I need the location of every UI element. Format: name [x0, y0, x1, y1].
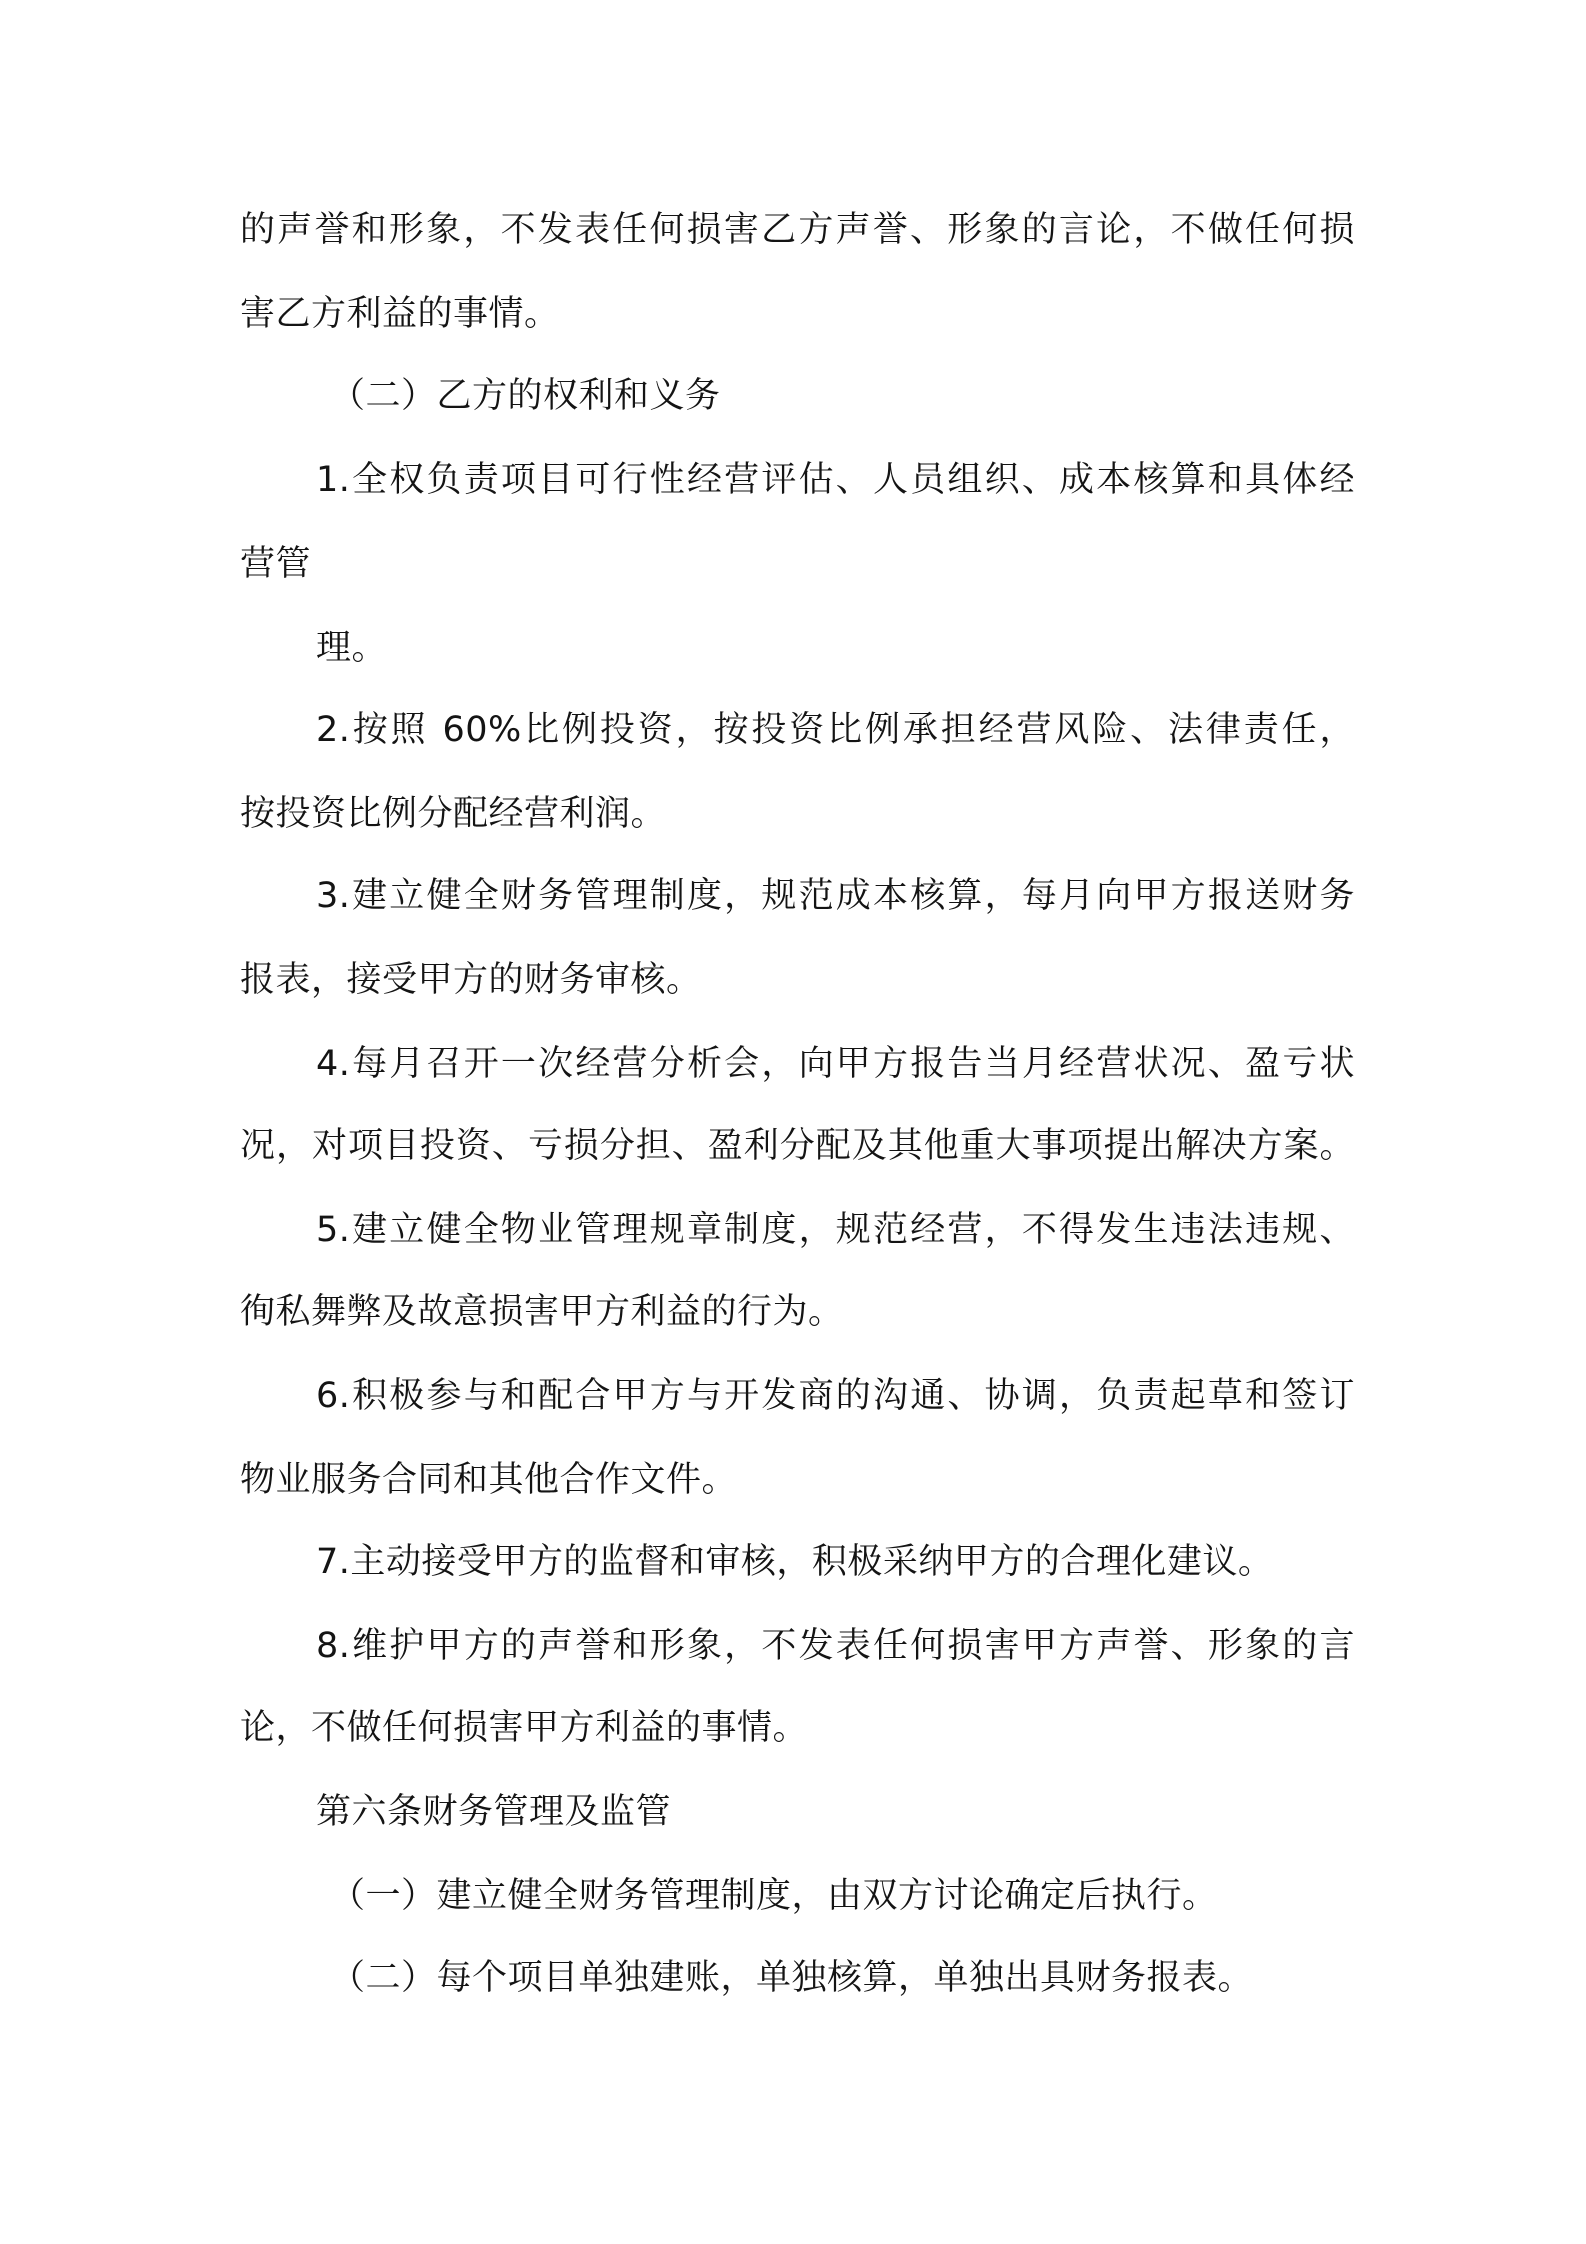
paragraph-line: （一）建立健全财务管理制度，由双方讨论确定后执行。 [330, 1876, 1218, 1916]
list-item-line: 论，不做任何损害甲方利益的事情。 [240, 1708, 809, 1748]
list-item-line: 按投资比例分配经营利润。 [240, 794, 667, 834]
section-heading: （二）乙方的权利和义务 [330, 376, 721, 416]
list-item-line: 7.主动接受甲方的监督和审核，积极采纳甲方的合理化建议。 [316, 1542, 1274, 1582]
list-item-line: 2.按照 60%比例投资，按投资比例承担经营风险、法律责任， [316, 710, 1355, 750]
list-item-line: 报表，接受甲方的财务审核。 [240, 960, 702, 1000]
list-item-line: 徇私舞弊及故意损害甲方利益的行为。 [240, 1292, 844, 1332]
list-item-line: 4.每月召开一次经营分析会，向甲方报告当月经营状况、盈亏状 [316, 1044, 1355, 1084]
list-item-line: 营管 [240, 544, 312, 584]
list-item-line: 6.积极参与和配合甲方与开发商的沟通、协调，负责起草和签订 [316, 1376, 1355, 1416]
list-item-line: 物业服务合同和其他合作文件。 [240, 1460, 738, 1500]
list-item-line: 5.建立健全物业管理规章制度，规范经营，不得发生违法违规、 [316, 1210, 1355, 1250]
list-item-line: 8.维护甲方的声誉和形象，不发表任何损害甲方声誉、形象的言 [316, 1626, 1355, 1666]
list-item-line: 况，对项目投资、亏损分担、盈利分配及其他重大事项提出解决方案。 [240, 1126, 1355, 1166]
list-item-line: 1.全权负责项目可行性经营评估、人员组织、成本核算和具体经 [316, 460, 1355, 500]
article-heading: 第六条财务管理及监管 [316, 1792, 672, 1832]
paragraph-line: 的声誉和形象，不发表任何损害乙方声誉、形象的言论，不做任何损 [240, 210, 1355, 250]
paragraph-line: 害乙方利益的事情。 [240, 294, 560, 334]
list-item-line: 理。 [316, 628, 388, 668]
paragraph-line: （二）每个项目单独建账，单独核算，单独出具财务报表。 [330, 1958, 1254, 1998]
list-item-line: 3.建立健全财务管理制度，规范成本核算，每月向甲方报送财务 [316, 876, 1355, 916]
